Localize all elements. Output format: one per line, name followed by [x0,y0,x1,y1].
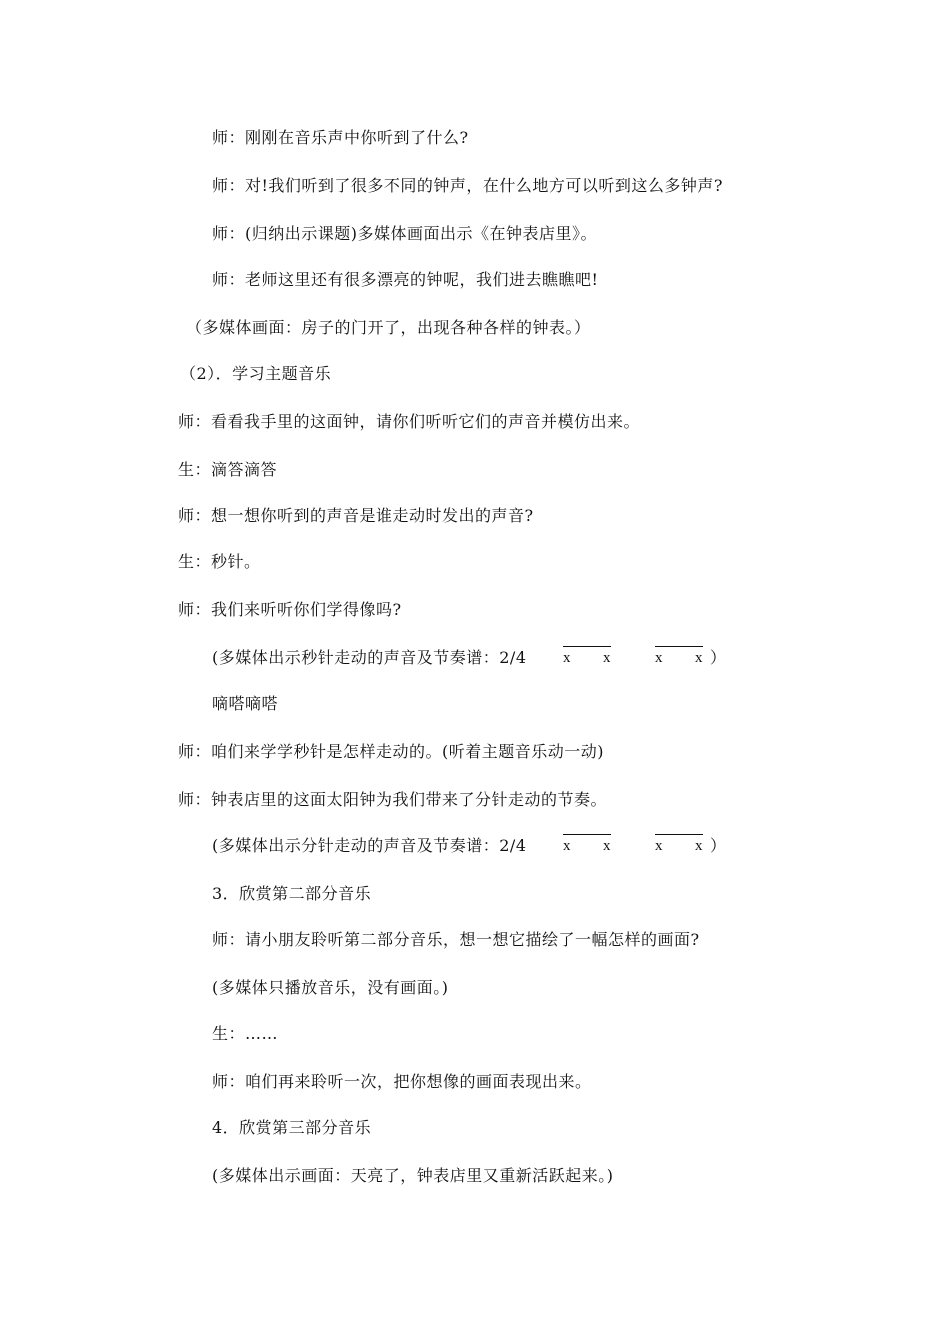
text-line: (多媒体只播放音乐，没有画面。) [212,978,449,997]
text-line: 师：老师这里还有很多漂亮的钟呢，我们进去瞧瞧吧! [212,270,599,289]
closing-paren: ） [710,648,727,667]
text-line: 师：刚刚在音乐声中你听到了什么? [212,128,469,147]
text-line: (多媒体出示画面：天亮了，钟表店里又重新活跃起来。) [212,1166,614,1185]
text-line: 师：咱们再来聆听一次，把你想像的画面表现出来。 [212,1072,592,1091]
rhythm-note: x [603,838,611,854]
text-line: 师：看看我手里的这面钟，请你们听听它们的声音并模仿出来。 [178,412,641,431]
section-heading: 3．欣赏第二部分音乐 [212,884,372,903]
rhythm-underline [655,834,703,835]
rhythm-note: x [695,650,703,666]
text-line: (多媒体出示秒针走动的声音及节奏谱：2/4 [212,648,527,667]
rhythm-note: x [655,838,663,854]
text-line: (多媒体出示分针走动的声音及节奏谱：2/4 [212,836,527,855]
text-line: （多媒体画面：房子的门开了，出现各种各样的钟表。） [186,318,591,337]
text-line: 师：(归纳出示课题)多媒体画面出示《在钟表店里》。 [212,224,597,243]
text-line: 师：对!我们听到了很多不同的钟声，在什么地方可以听到这么多钟声? [212,176,724,195]
text-line: 生：滴答滴答 [178,460,278,479]
rhythm-underline [563,834,611,835]
rhythm-underline [655,646,703,647]
text-line: 师：请小朋友聆听第二部分音乐，想一想它描绘了一幅怎样的画面? [212,930,700,949]
text-line: 嘀嗒嘀嗒 [212,694,279,713]
text-line: 师：我们来听听你们学得像吗? [178,600,402,619]
section-heading: （2）．学习主题音乐 [180,364,332,383]
text-line: 师：咱们来学学秒针是怎样走动的。(听着主题音乐动一动) [178,742,604,761]
rhythm-note: x [563,838,571,854]
text-line: 师：钟表店里的这面太阳钟为我们带来了分针走动的节奏。 [178,790,608,809]
section-heading: 4．欣赏第三部分音乐 [212,1118,372,1137]
closing-paren: ） [710,836,727,855]
rhythm-underline [563,646,611,647]
text-line: 生：秒针。 [178,552,261,571]
rhythm-note: x [603,650,611,666]
text-line: 生：…… [212,1024,279,1043]
rhythm-note: x [695,838,703,854]
text-line: 师：想一想你听到的声音是谁走动时发出的声音? [178,506,534,525]
rhythm-note: x [563,650,571,666]
rhythm-note: x [655,650,663,666]
